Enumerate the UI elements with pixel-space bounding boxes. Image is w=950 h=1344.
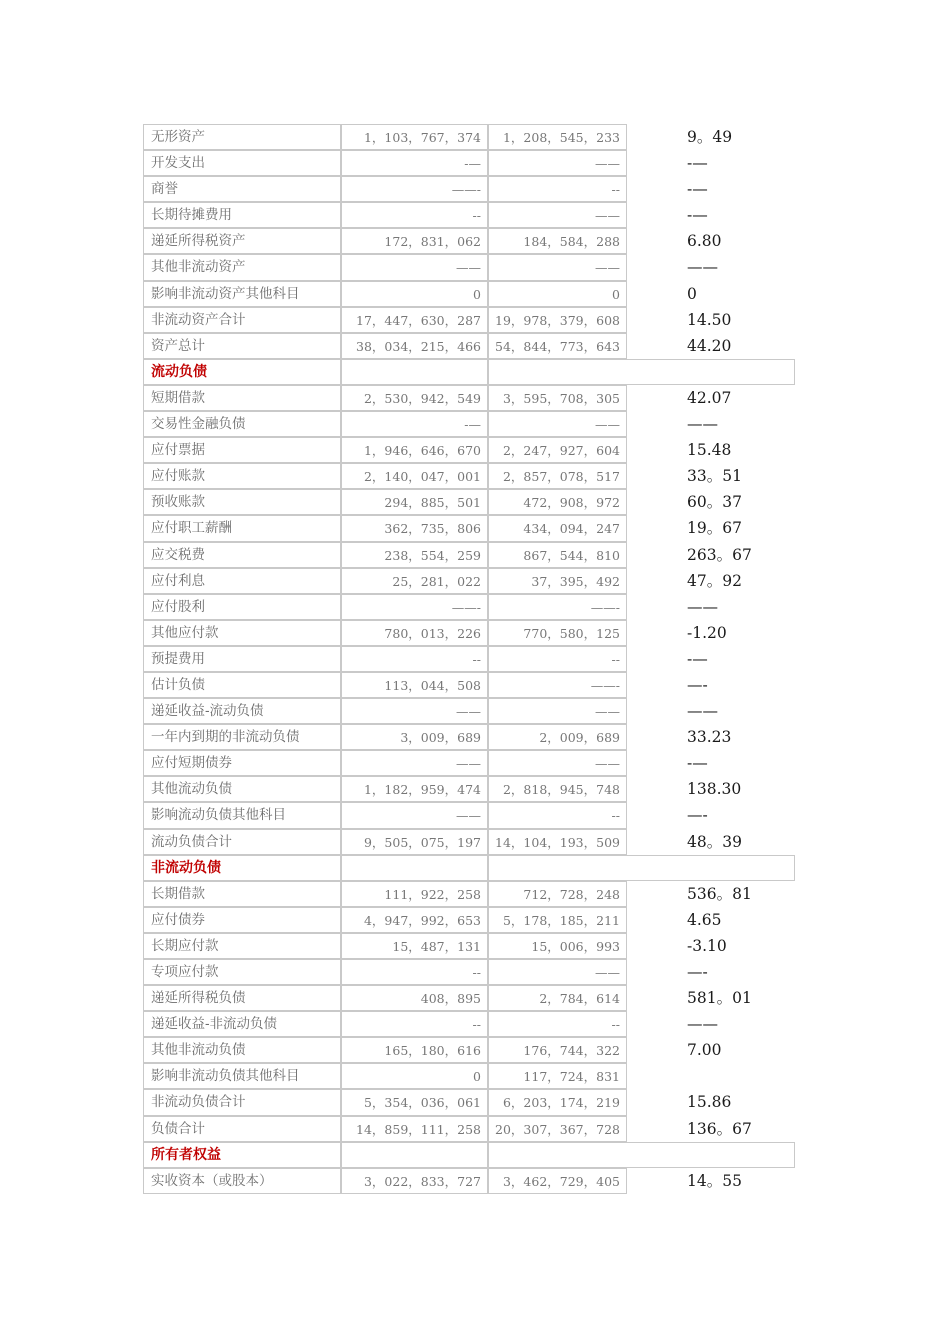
value-prior-period: 1，182，959，474 — [341, 776, 488, 802]
value-prior-period: 5，354，036，061 — [341, 1089, 488, 1115]
row-label: 专项应付款 — [143, 959, 341, 985]
growth-rate: 33.23 — [687, 728, 732, 747]
value-prior-period: —— — [341, 802, 488, 828]
value-prior-period: 38，034，215，466 — [341, 333, 488, 359]
row-label: 其他应付款 — [143, 620, 341, 646]
value-current-period: -- — [488, 802, 627, 828]
value-current-period: —— — [488, 750, 627, 776]
table-row — [143, 385, 795, 411]
value-prior-period: 172，831，062 — [341, 228, 488, 254]
growth-rate: -— — [687, 154, 708, 173]
value-prior-period: —— — [341, 750, 488, 776]
value-current-period: 2，009，689 — [488, 724, 627, 750]
value-current-period: 176，744，322 — [488, 1037, 627, 1063]
growth-rate: —— — [687, 597, 718, 616]
section-title: 非流动负债 — [143, 855, 341, 881]
row-label: 递延所得税资产 — [143, 228, 341, 254]
value-prior-period: 408，895 — [341, 985, 488, 1011]
row-label: 长期待摊费用 — [143, 202, 341, 228]
table-row — [143, 202, 795, 228]
value-current-period: 14，104，193，509 — [488, 829, 627, 855]
value-current-period: 770，580，125 — [488, 620, 627, 646]
value-current-period: -- — [488, 1011, 627, 1037]
growth-rate: 9。49 — [687, 128, 733, 146]
growth-rate: -— — [687, 180, 708, 199]
value-prior-period: ——- — [341, 176, 488, 202]
table-row — [143, 724, 795, 750]
row-label: 其他非流动负债 — [143, 1037, 341, 1063]
row-label: 预收账款 — [143, 489, 341, 515]
value-current-period: —— — [488, 959, 627, 985]
row-label: 预提费用 — [143, 646, 341, 672]
growth-rate: -— — [687, 754, 708, 773]
row-label: 其他流动负债 — [143, 776, 341, 802]
table-row — [143, 959, 795, 985]
growth-rate: 44.20 — [687, 336, 732, 355]
growth-rate: 138.30 — [687, 780, 742, 799]
table-row — [143, 750, 795, 776]
empty-merged-cell — [488, 1142, 795, 1168]
value-current-period: 2，857，078，517 — [488, 463, 627, 489]
row-label: 应交税费 — [143, 542, 341, 568]
row-label: 影响非流动负债其他科目 — [143, 1063, 341, 1089]
table-row — [143, 1168, 795, 1194]
value-prior-period: 9，505，075，197 — [341, 829, 488, 855]
value-current-period: 15，006，993 — [488, 933, 627, 959]
growth-rate: 60。37 — [687, 493, 742, 512]
value-prior-period: 25，281，022 — [341, 568, 488, 594]
value-prior-period: 780，013，226 — [341, 620, 488, 646]
value-current-period: —— — [488, 254, 627, 280]
growth-rate: -— — [687, 649, 708, 668]
value-prior-period: ——- — [341, 594, 488, 620]
growth-rate: 15.48 — [687, 441, 732, 460]
value-prior-period: -- — [341, 959, 488, 985]
table-row — [143, 463, 795, 489]
row-label: 应付职工薪酬 — [143, 515, 341, 541]
value-current-period: 54，844，773，643 — [488, 333, 627, 359]
row-label: 资产总计 — [143, 333, 341, 359]
growth-rate: 136。67 — [687, 1119, 752, 1138]
value-current-period: ——- — [488, 594, 627, 620]
empty-cell — [341, 1142, 488, 1168]
table-row — [143, 281, 795, 307]
row-label: 递延收益-流动负债 — [143, 698, 341, 724]
table-row — [143, 1063, 795, 1089]
value-prior-period: 14，859，111，258 — [341, 1116, 488, 1142]
row-label: 其他非流动资产 — [143, 254, 341, 280]
row-label: 应付短期债券 — [143, 750, 341, 776]
value-prior-period: 4，947，992，653 — [341, 907, 488, 933]
balance-sheet-table — [143, 124, 795, 1194]
growth-rate: 48。39 — [687, 832, 742, 851]
row-label: 流动负债合计 — [143, 829, 341, 855]
value-current-period: 472，908，972 — [488, 489, 627, 515]
empty-merged-cell — [488, 359, 795, 385]
section-title: 流动负债 — [143, 359, 341, 385]
growth-rate: 581。01 — [687, 989, 752, 1008]
table-row — [143, 1116, 795, 1142]
value-prior-period: -— — [341, 150, 488, 176]
table-row — [143, 907, 795, 933]
value-current-period: —— — [488, 150, 627, 176]
value-prior-period: 1，103，767，374 — [341, 124, 488, 150]
growth-rate: 4.65 — [687, 910, 722, 929]
value-current-period: -- — [488, 176, 627, 202]
table-row — [143, 489, 795, 515]
row-label: 负债合计 — [143, 1116, 341, 1142]
growth-rate — [627, 1063, 795, 1089]
value-prior-period: 3，009，689 — [341, 724, 488, 750]
value-prior-period: 238，554，259 — [341, 542, 488, 568]
value-prior-period: 3，022，833，727 — [341, 1168, 488, 1194]
value-current-period: 117，724，831 — [488, 1063, 627, 1089]
row-label: 实收资本（或股本） — [143, 1168, 341, 1194]
value-current-period: —— — [488, 411, 627, 437]
row-label: 非流动资产合计 — [143, 307, 341, 333]
growth-rate: 6.80 — [687, 232, 722, 251]
value-current-period: 5，178，185，211 — [488, 907, 627, 933]
value-prior-period: 15，487，131 — [341, 933, 488, 959]
table-row — [143, 646, 795, 672]
growth-rate: 47。92 — [687, 571, 742, 590]
value-prior-period: 362，735，806 — [341, 515, 488, 541]
value-current-period: 20，307，367，728 — [488, 1116, 627, 1142]
row-label: 估计负债 — [143, 672, 341, 698]
table-row — [143, 985, 795, 1011]
growth-rate: 536。81 — [687, 884, 752, 903]
table-row — [143, 307, 795, 333]
table-row — [143, 672, 795, 698]
growth-rate: 14.50 — [687, 310, 732, 329]
table-row — [143, 594, 795, 620]
empty-merged-cell — [488, 855, 795, 881]
table-row — [143, 254, 795, 280]
row-label: 短期借款 — [143, 385, 341, 411]
value-current-period: 184，584，288 — [488, 228, 627, 254]
value-current-period: 19，978，379，608 — [488, 307, 627, 333]
value-prior-period: -- — [341, 202, 488, 228]
table-row — [143, 150, 795, 176]
value-prior-period: 294，885，501 — [341, 489, 488, 515]
row-label: 应付票据 — [143, 437, 341, 463]
value-current-period: 3，462，729，405 — [488, 1168, 627, 1194]
section-header-row — [143, 855, 795, 881]
section-title: 所有者权益 — [143, 1142, 341, 1168]
table-row — [143, 542, 795, 568]
section-header-row — [143, 359, 795, 385]
growth-rate: 42.07 — [687, 388, 732, 407]
growth-rate: 7.00 — [687, 1041, 722, 1060]
table-row — [143, 1011, 795, 1037]
growth-rate: 33。51 — [687, 467, 742, 486]
value-current-period: ——- — [488, 672, 627, 698]
table-row — [143, 881, 795, 907]
value-current-period: 37，395，492 — [488, 568, 627, 594]
growth-rate: 263。67 — [687, 545, 752, 564]
growth-rate: -— — [687, 206, 708, 225]
value-prior-period: 0 — [341, 1063, 488, 1089]
growth-rate: 19。67 — [687, 519, 742, 538]
row-label: 应付股利 — [143, 594, 341, 620]
table-row — [143, 437, 795, 463]
growth-rate: -1.20 — [687, 623, 727, 642]
section-header-row — [143, 1142, 795, 1168]
table-row — [143, 515, 795, 541]
row-label: 长期应付款 — [143, 933, 341, 959]
row-label: 商誉 — [143, 176, 341, 202]
empty-cell — [341, 855, 488, 881]
value-current-period: 712，728，248 — [488, 881, 627, 907]
growth-rate: 14。55 — [687, 1171, 742, 1190]
value-current-period: —— — [488, 202, 627, 228]
row-label: 应付债券 — [143, 907, 341, 933]
value-prior-period: -— — [341, 411, 488, 437]
value-prior-period: —— — [341, 698, 488, 724]
value-prior-period: -- — [341, 646, 488, 672]
row-label: 开发支出 — [143, 150, 341, 176]
table-row — [143, 1089, 795, 1115]
value-prior-period: 0 — [341, 281, 488, 307]
row-label: 交易性金融负债 — [143, 411, 341, 437]
table-row — [143, 933, 795, 959]
row-label: 递延收益-非流动负债 — [143, 1011, 341, 1037]
value-current-period: 2，784，614 — [488, 985, 627, 1011]
row-label: 一年内到期的非流动负债 — [143, 724, 341, 750]
value-prior-period: —— — [341, 254, 488, 280]
value-current-period: 434，094，247 — [488, 515, 627, 541]
growth-rate: —— — [687, 1015, 718, 1034]
value-prior-period: 2，530，942，549 — [341, 385, 488, 411]
value-current-period: 3，595，708，305 — [488, 385, 627, 411]
row-label: 应付账款 — [143, 463, 341, 489]
value-current-period: 6，203，174，219 — [488, 1089, 627, 1115]
value-current-period: -- — [488, 646, 627, 672]
growth-rate: —— — [687, 702, 718, 721]
row-label: 影响非流动资产其他科目 — [143, 281, 341, 307]
value-prior-period: 113，044，508 — [341, 672, 488, 698]
table-row — [143, 228, 795, 254]
value-current-period: 2，818，945，748 — [488, 776, 627, 802]
growth-rate: —- — [687, 675, 708, 694]
value-current-period: —— — [488, 698, 627, 724]
growth-rate: —— — [687, 415, 718, 434]
value-current-period: 867，544，810 — [488, 542, 627, 568]
row-label: 递延所得税负债 — [143, 985, 341, 1011]
row-label: 影响流动负债其他科目 — [143, 802, 341, 828]
table-row — [143, 776, 795, 802]
table-row — [143, 698, 795, 724]
growth-rate: —- — [687, 806, 708, 825]
value-prior-period: 17，447，630，287 — [341, 307, 488, 333]
value-current-period: 0 — [488, 281, 627, 307]
table-row — [143, 829, 795, 855]
value-prior-period: 1，946，646，670 — [341, 437, 488, 463]
growth-rate: -3.10 — [687, 936, 727, 955]
table-row — [143, 176, 795, 202]
table-row — [143, 620, 795, 646]
value-current-period: 1，208，545，233 — [488, 124, 627, 150]
value-prior-period: 2，140，047，001 — [341, 463, 488, 489]
value-prior-period: 111，922，258 — [341, 881, 488, 907]
table-row — [143, 802, 795, 828]
row-label: 无形资产 — [143, 124, 341, 150]
table-row — [143, 568, 795, 594]
value-prior-period: 165，180，616 — [341, 1037, 488, 1063]
table-row — [143, 411, 795, 437]
growth-rate: 15.86 — [687, 1093, 732, 1112]
row-label: 应付利息 — [143, 568, 341, 594]
growth-rate: 0 — [687, 284, 697, 303]
value-prior-period: -- — [341, 1011, 488, 1037]
growth-rate: —— — [687, 258, 718, 277]
table-row — [143, 1037, 795, 1063]
row-label: 长期借款 — [143, 881, 341, 907]
table-row — [143, 124, 795, 150]
growth-rate: —- — [687, 963, 708, 981]
value-current-period: 2，247，927，604 — [488, 437, 627, 463]
empty-cell — [341, 359, 488, 385]
table-row — [143, 333, 795, 359]
row-label: 非流动负债合计 — [143, 1089, 341, 1115]
